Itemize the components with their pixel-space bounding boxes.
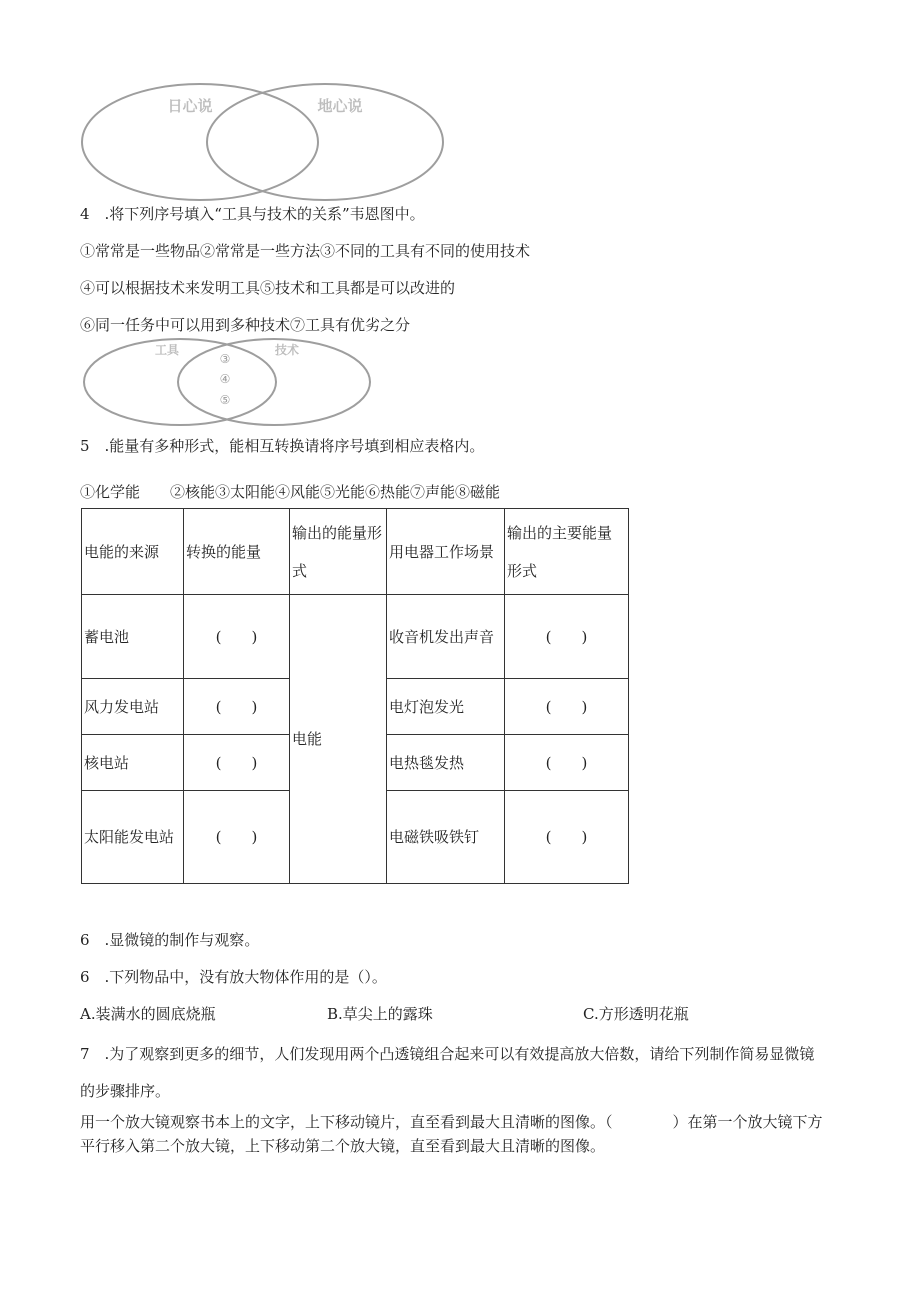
source-cell: 风力发电站 xyxy=(82,679,184,735)
header-cell: 转换的能量 xyxy=(184,509,290,595)
q6b-option-b[interactable]: B.草尖上的露珠 xyxy=(327,1005,433,1023)
header-cell: 用电器工作场景 xyxy=(387,509,505,595)
q4-line3: ⑥同一任务中可以用到多种技术⑦工具有优劣之分 xyxy=(80,316,411,334)
q6b-title: 6 .下列物品中，没有放大物体作用的是（）。 xyxy=(80,968,387,986)
q4-title: 4 .将下列序号填入“工具与技术的关系”韦恩图中。 xyxy=(80,205,425,223)
appliance-cell: 电灯泡发光 xyxy=(387,679,505,735)
q4-line1: ①常常是一些物品②常常是一些方法③不同的工具有不同的使用技术 xyxy=(80,242,531,260)
answer-blank[interactable]: ( ) xyxy=(184,735,290,791)
q6a-title: 6 .显微镜的制作与观察。 xyxy=(80,931,260,949)
answer-blank[interactable]: ( ) xyxy=(184,679,290,735)
appliance-cell: 电热毯发热 xyxy=(387,735,505,791)
venn-right-label: 技术 xyxy=(274,343,300,357)
venn-right-label: 地心说 xyxy=(317,97,363,115)
table-row xyxy=(82,595,629,679)
source-cell: 核电站 xyxy=(82,735,184,791)
header-cell: 输出的主要能量形式 xyxy=(505,509,629,595)
energy-table xyxy=(81,508,629,884)
q7-steps: 用一个放大镜观察书本上的文字，上下移动镜片，直至看到最大且清晰的图像。（ ）在第一个放大镜下方平行移入第二个放大镜，上下移动第二个放大镜，直至看到最大且清晰的图像。 xyxy=(80,1113,823,1155)
venn-circle-left xyxy=(84,339,276,425)
q5-title: 5 .能量有多种形式，能相互转换请将序号填到相应表格内。 xyxy=(80,437,485,455)
venn-diagram-heliocentric xyxy=(80,80,450,205)
header-cell: 电能的来源 xyxy=(82,509,184,595)
appliance-cell: 电磁铁吸铁钉 xyxy=(387,791,505,884)
answer-blank[interactable]: ( ) xyxy=(505,595,629,679)
q5-options: ①化学能 ②核能③太阳能④风能⑤光能⑥热能⑦声能⑧磁能 xyxy=(80,483,501,501)
venn-diagram-tools-technology xyxy=(82,336,374,428)
venn-left-label: 日心说 xyxy=(167,97,213,115)
venn-center-item: ③ xyxy=(219,352,231,366)
q6b-option-a[interactable]: A.装满水的圆底烧瓶 xyxy=(80,1005,216,1023)
output-form-cell: 电能 xyxy=(290,595,387,884)
appliance-cell: 收音机发出声音 xyxy=(387,595,505,679)
answer-blank[interactable]: ( ) xyxy=(505,735,629,791)
header-cell: 输出的能量形式 xyxy=(290,509,387,595)
answer-blank[interactable]: ( ) xyxy=(505,679,629,735)
answer-blank[interactable]: ( ) xyxy=(184,791,290,884)
table-header-row xyxy=(82,509,629,595)
q6b-option-c[interactable]: C.方形透明花瓶 xyxy=(583,1005,689,1023)
answer-blank[interactable]: ( ) xyxy=(184,595,290,679)
answer-blank[interactable]: ( ) xyxy=(505,791,629,884)
venn-left-label: 工具 xyxy=(154,343,180,357)
venn-center-item: ⑤ xyxy=(219,393,231,407)
source-cell: 太阳能发电站 xyxy=(82,791,184,884)
q4-line2: ④可以根据技术来发明工具⑤技术和工具都是可以改进的 xyxy=(80,279,456,297)
venn-center-item: ④ xyxy=(219,372,231,386)
q7-title: 7 .为了观察到更多的细节，人们发现用两个凸透镜组合起来可以有效提高放大倍数，请给下列制作简易显微镜的步骤排序。 xyxy=(80,1045,815,1100)
source-cell: 蓄电池 xyxy=(82,595,184,679)
